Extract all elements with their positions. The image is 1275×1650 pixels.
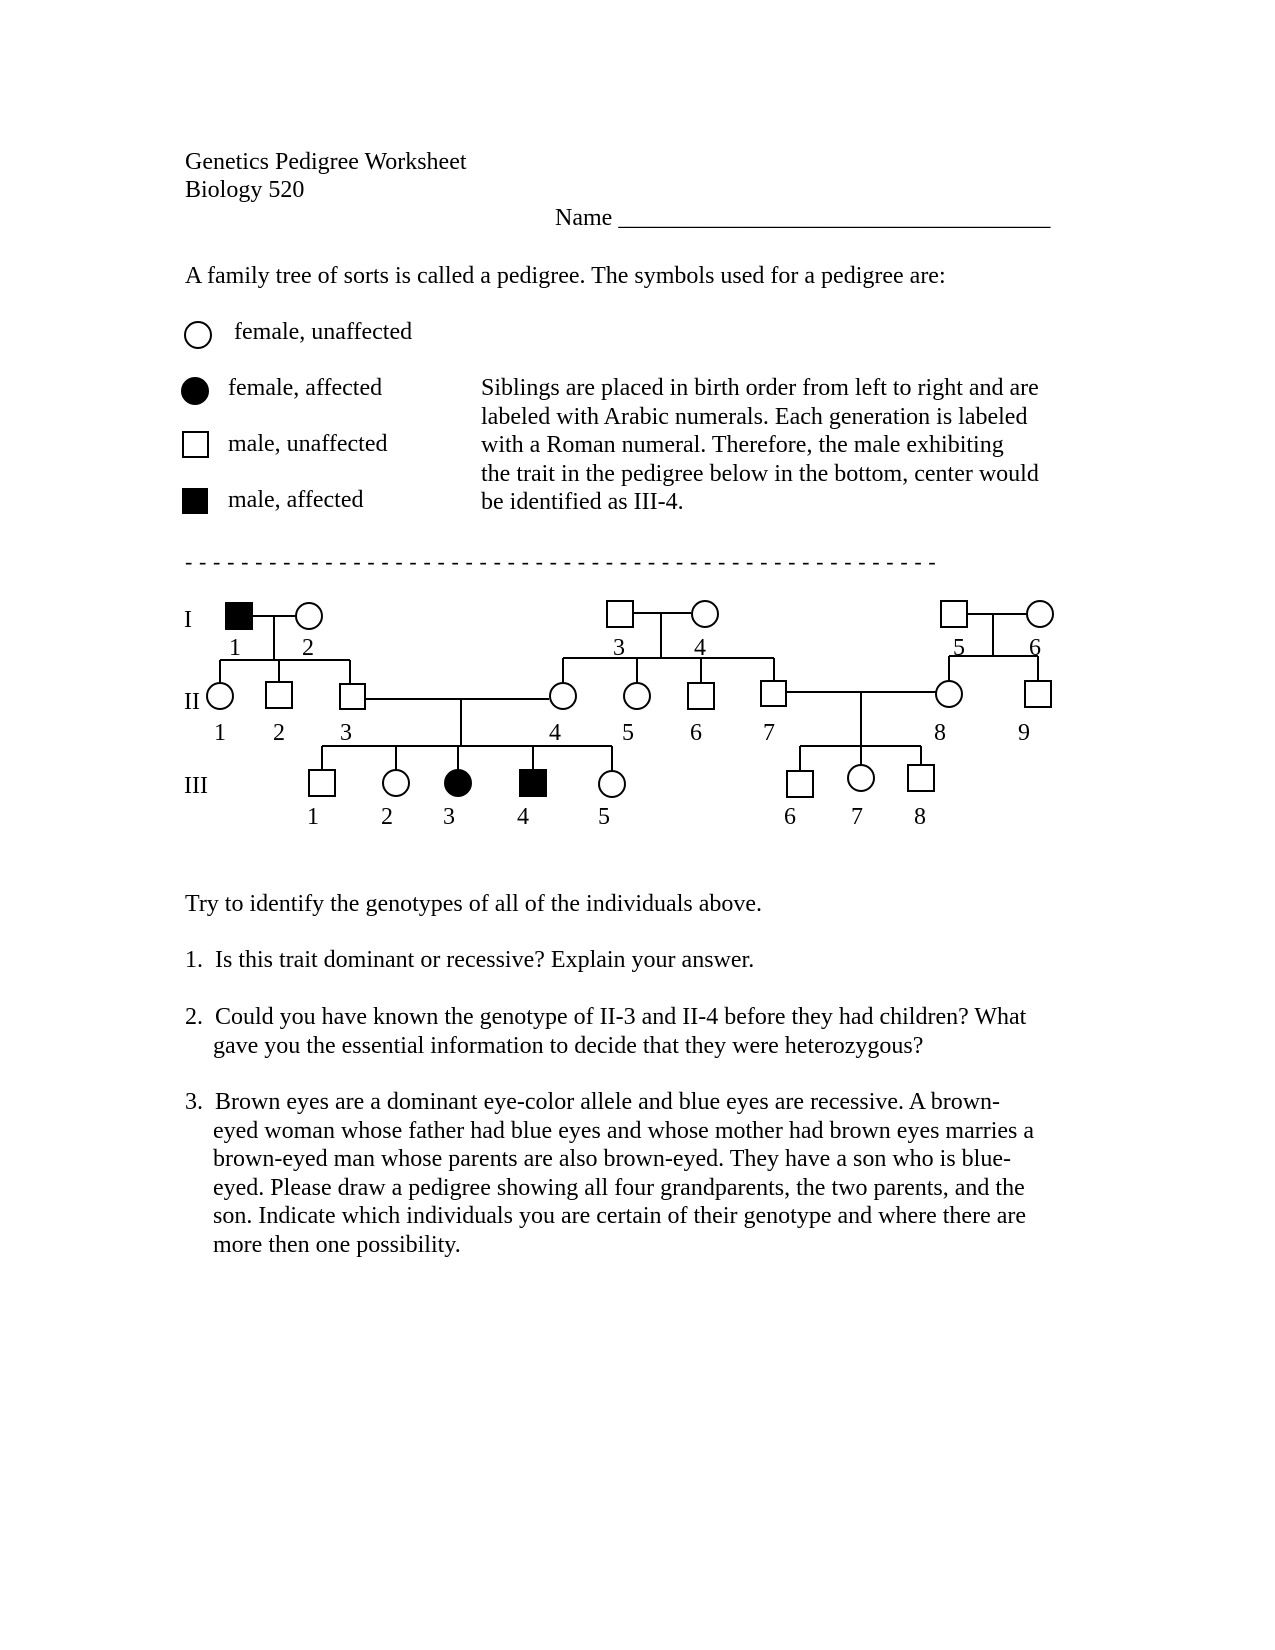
question-text: Brown eyes are a dominant eye-color allele and blue eyes are recessive. A brown-: [215, 1089, 1001, 1115]
label-I-2: 2: [302, 635, 314, 661]
legend-label-male-unaffected: male, unaffected: [228, 431, 388, 457]
label-II-9: 9: [1018, 720, 1030, 746]
individual-II-6: [688, 683, 714, 709]
label-I-6: 6: [1029, 635, 1041, 661]
question-text: eyed woman whose father had blue eyes and whose mother had brown eyes marries a: [213, 1117, 1035, 1144]
individual-III-3: [445, 770, 471, 796]
individual-I-1: [226, 603, 252, 629]
generation-label-II: II: [184, 689, 200, 715]
question-number: 2.: [185, 1004, 203, 1030]
generation-label-I: I: [184, 607, 192, 633]
question-2: [185, 1003, 1026, 1060]
legend-label-female-unaffected: female, unaffected: [234, 319, 413, 345]
label-II-3: 3: [340, 720, 352, 746]
course-label: Biology 520: [185, 177, 305, 203]
label-III-2: 2: [381, 804, 393, 830]
question-text: more then one possibility.: [213, 1231, 461, 1258]
individual-II-5: [624, 683, 650, 709]
pedigree-individuals: [207, 601, 1053, 797]
individual-II-3: [340, 684, 365, 709]
label-II-4: 4: [549, 720, 561, 746]
explanation-line: the trait in the pedigree below in the bottom, center would: [481, 460, 1039, 487]
worksheet-title: Genetics Pedigree Worksheet: [185, 149, 467, 175]
label-III-6: 6: [784, 804, 796, 830]
question-text: Is this trait dominant or recessive? Explain your answer.: [215, 947, 755, 973]
individual-II-7: [761, 681, 786, 706]
question-number: 3.: [185, 1089, 203, 1115]
label-I-5: 5: [953, 635, 965, 661]
question-text: Could you have known the genotype of II-3 and II-4 before they had children? What: [215, 1004, 1027, 1030]
label-III-5: 5: [598, 804, 610, 830]
generation-labels: [184, 607, 208, 799]
dashed-divider: - - - - - - - - - - - - - - - - - - - - - - - - - - - - - - - - - - - - - - - - - - - - - - - - - - - - - -: [185, 549, 937, 574]
label-III-7: 7: [851, 804, 863, 830]
legend-label-female-affected: female, affected: [228, 375, 383, 401]
explanation-line: labeled with Arabic numerals. Each generation is labeled: [481, 403, 1028, 430]
explanation-line: Siblings are placed in birth order from left to right and are: [481, 375, 1039, 401]
individual-III-1: [309, 770, 335, 796]
label-II-7: 7: [763, 720, 775, 746]
label-I-1: 1: [229, 635, 241, 661]
label-I-3: 3: [613, 635, 625, 661]
label-II-8: 8: [934, 720, 946, 746]
individual-III-8: [908, 765, 934, 791]
question-text: son. Indicate which individuals you are certain of their genotype and where there are: [213, 1203, 1027, 1229]
genotype-prompt: Try to identify the genotypes of all of the individuals above.: [185, 891, 763, 917]
individual-I-4: [692, 601, 718, 627]
individual-III-7: [848, 765, 874, 791]
individual-III-4: [520, 770, 546, 796]
question-number: 1.: [185, 947, 203, 973]
label-II-6: 6: [690, 720, 702, 746]
individual-III-6: [787, 771, 813, 797]
question-text: gave you the essential information to decide that they were heterozygous?: [213, 1032, 924, 1059]
question-text: eyed. Please draw a pedigree showing all four grandparents, the two parents, and the: [213, 1174, 1025, 1201]
label-I-4: 4: [694, 635, 706, 661]
label-III-8: 8: [914, 804, 926, 830]
individual-II-1: [207, 683, 233, 709]
question-1: [185, 946, 754, 975]
generation-label-III: III: [184, 773, 208, 799]
name-label: Name: [555, 205, 613, 231]
label-III-3: 3: [443, 804, 455, 830]
individual-II-9: [1025, 681, 1051, 707]
label-II-2: 2: [273, 720, 285, 746]
question-3: [185, 1088, 1034, 1259]
individual-II-8: [936, 681, 962, 707]
label-II-5: 5: [622, 720, 634, 746]
individual-II-2: [266, 682, 292, 708]
explanation-line: with a Roman numeral. Therefore, the male exhibiting: [481, 432, 1004, 458]
individual-labels: [214, 635, 1041, 830]
label-II-1: 1: [214, 720, 226, 746]
label-III-1: 1: [307, 804, 319, 830]
individual-II-4: [550, 683, 576, 709]
label-III-4: 4: [517, 804, 529, 830]
individual-I-3: [607, 601, 633, 627]
individual-I-2: [296, 603, 322, 629]
individual-I-5: [941, 601, 967, 627]
name-blank[interactable]: ____________________________________: [618, 205, 1051, 231]
individual-III-5: [599, 771, 625, 797]
individual-III-2: [383, 770, 409, 796]
intro-text: A family tree of sorts is called a pedigree. The symbols used for a pedigree are:: [185, 263, 946, 289]
question-text: brown-eyed man whose parents are also brown-eyed. They have a son who is blue-: [213, 1146, 1011, 1172]
legend-label-male-affected: male, affected: [228, 487, 364, 513]
individual-I-6: [1027, 601, 1053, 627]
explanation-line: be identified as III-4.: [481, 489, 684, 515]
